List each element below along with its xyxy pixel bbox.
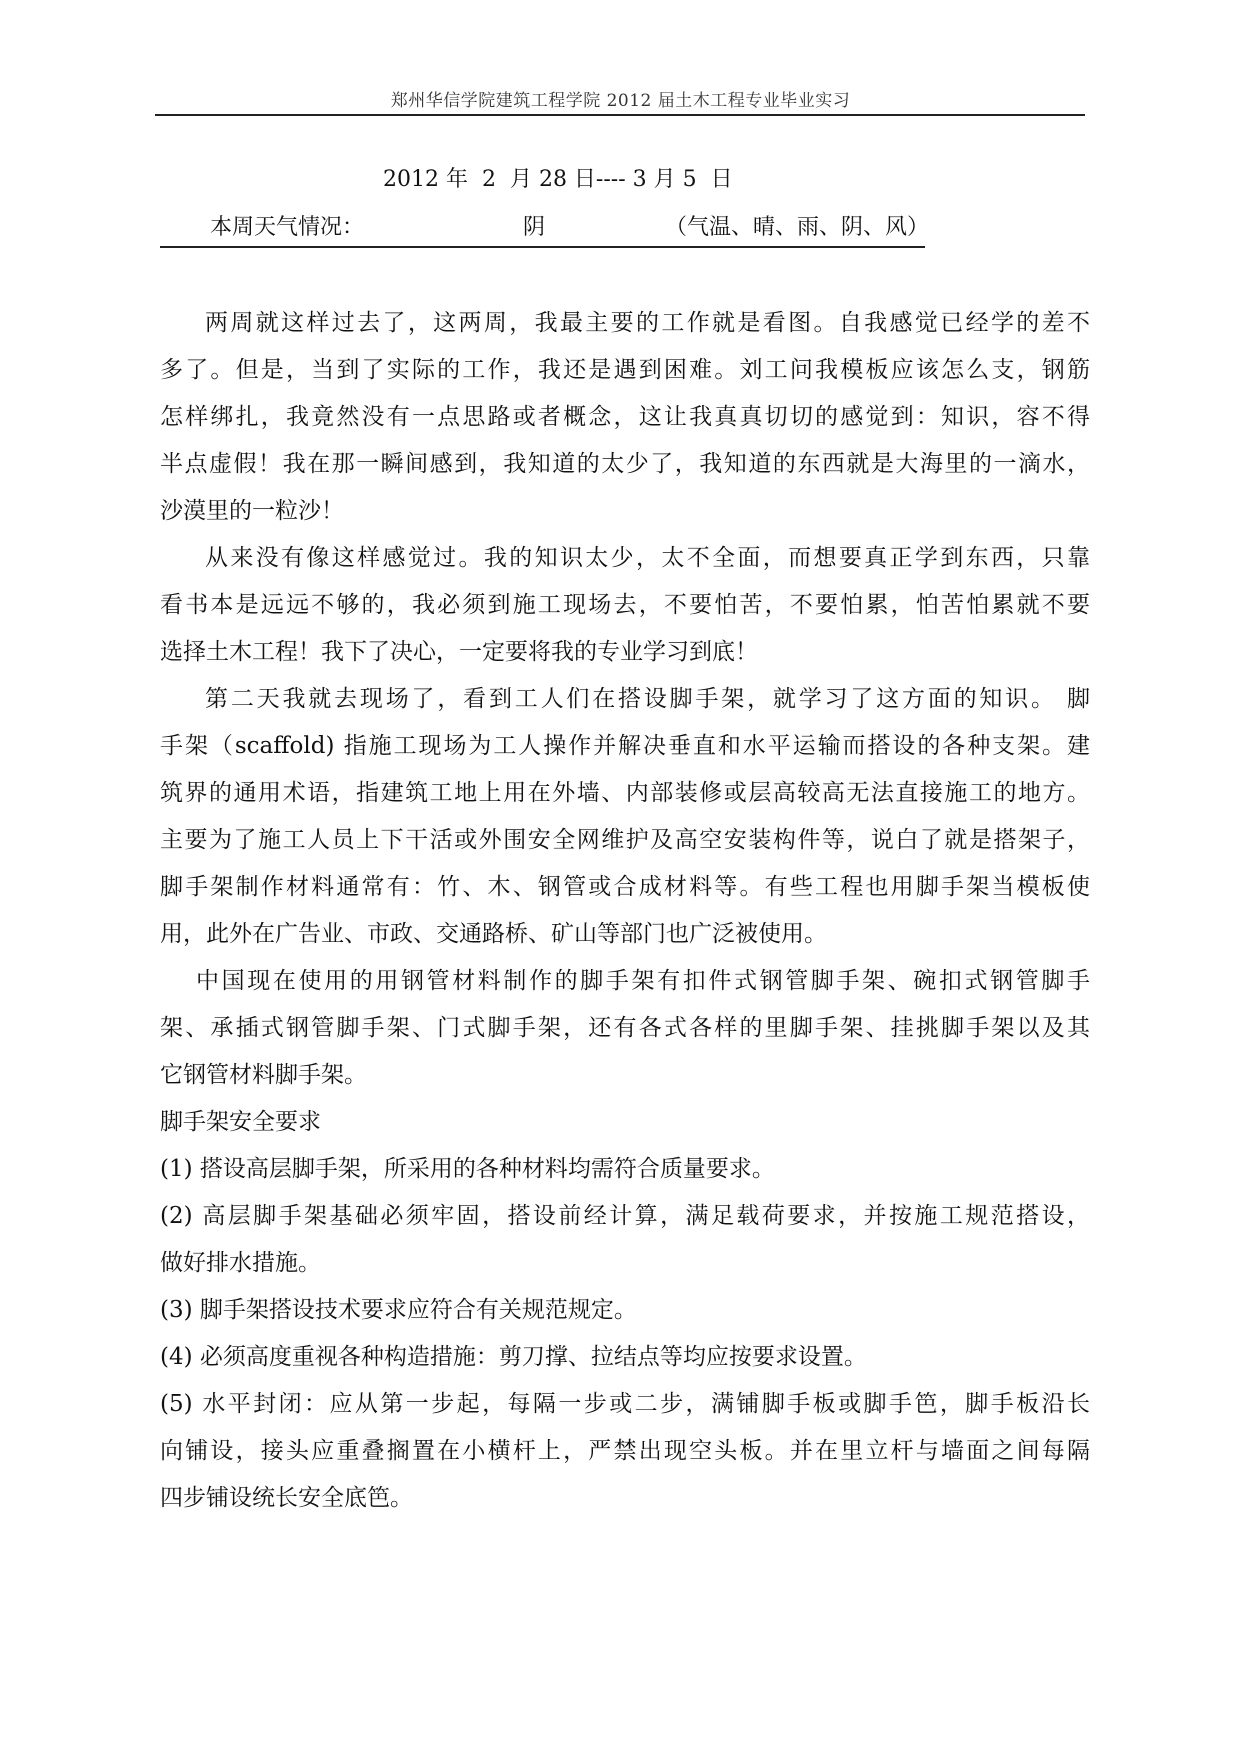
paragraph-3-line-5: 脚手架制作材料通常有：竹、木、钢管或合成材料等。有些工程也用脚手架当模板使 — [160, 874, 1090, 900]
safety-item-2-line-2: 做好排水措施。 — [160, 1250, 321, 1276]
weather-value: 阴 — [523, 215, 546, 240]
paragraph-3-line-4: 主要为了施工人员上下干活或外围安全网维护及高空安装构件等，说白了就是搭架子， — [160, 827, 1090, 853]
paragraph-1-line-3: 怎样绑扎，我竟然没有一点思路或者概念，这让我真真切切的感觉到：知识，容不得 — [160, 404, 1090, 430]
header-rule — [155, 114, 1085, 116]
safety-item-3: (3) 脚手架搭设技术要求应符合有关规范规定。 — [160, 1297, 637, 1323]
paragraph-1-line-2: 多了。但是，当到了实际的工作，我还是遇到困难。刘工问我模板应该怎么支，钢筋 — [160, 357, 1090, 383]
paragraph-2-line-1: 从来没有像这样感觉过。我的知识太少，太不全面，而想要真正学到东西，只靠 — [205, 545, 1090, 571]
weather-hint: （气温、晴、雨、阴、风） — [665, 215, 930, 240]
safety-heading: 脚手架安全要求 — [160, 1109, 321, 1135]
paragraph-1-line-4: 半点虚假！我在那一瞬间感到，我知道的太少了，我知道的东西就是大海里的一滴水， — [160, 451, 1090, 477]
paragraph-4-line-3: 它钢管材料脚手架。 — [160, 1062, 367, 1088]
safety-item-5-line-3: 四步铺设统长安全底笆。 — [160, 1485, 413, 1511]
safety-item-2-line-1: (2) 高层脚手架基础必须牢固，搭设前经计算，满足载荷要求，并按施工规范搭设， — [160, 1203, 1090, 1229]
safety-item-1: (1) 搭设高层脚手架，所采用的各种材料均需符合质量要求。 — [160, 1156, 775, 1182]
week-date-range: 2012 年 2 月 28 日---- 3 月 5 日 — [383, 167, 733, 192]
safety-item-5-line-1: (5) 水平封闭：应从第一步起，每隔一步或二步，满铺脚手板或脚手笆，脚手板沿长 — [160, 1391, 1090, 1417]
paragraph-4-line-2: 架、承插式钢管脚手架、门式脚手架，还有各式各样的里脚手架、挂挑脚手架以及其 — [160, 1015, 1090, 1041]
weather-row — [210, 210, 970, 240]
paragraph-3-line-6: 用，此外在广告业、市政、交通路桥、矿山等部门也广泛被使用。 — [160, 921, 827, 947]
paragraph-2-line-2: 看书本是远远不够的，我必须到施工现场去，不要怕苦，不要怕累，怕苦怕累就不要 — [160, 592, 1090, 618]
weather-label: 本周天气情况： — [210, 215, 365, 240]
paragraph-1-line-5: 沙漠里的一粒沙！ — [160, 498, 344, 524]
safety-item-5-line-2: 向铺设，接头应重叠搁置在小横杆上，严禁出现空头板。并在里立杆与墙面之间每隔 — [160, 1438, 1090, 1464]
paragraph-2-line-3: 选择土木工程！我下了决心，一定要将我的专业学习到底！ — [160, 639, 758, 665]
paragraph-4-line-1: 中国现在使用的用钢管材料制作的脚手架有扣件式钢管脚手架、碗扣式钢管脚手 — [196, 968, 1090, 994]
journal-body — [160, 300, 1090, 1522]
page-header-title: 郑州华信学院建筑工程学院 2012 届土木工程专业毕业实习 — [390, 91, 851, 111]
paragraph-3-line-1: 第二天我就去现场了，看到工人们在搭设脚手架，就学习了这方面的知识。 脚 — [205, 686, 1090, 712]
weather-rule — [160, 246, 925, 248]
paragraph-1-line-1: 两周就这样过去了，这两周，我最主要的工作就是看图。自我感觉已经学的差不 — [205, 310, 1090, 336]
safety-item-4: (4) 必须高度重视各种构造措施：剪刀撑、拉结点等均应按要求设置。 — [160, 1344, 867, 1370]
paragraph-3-line-3: 筑界的通用术语，指建筑工地上用在外墙、内部装修或层高较高无法直接施工的地方。 — [160, 780, 1090, 806]
paragraph-3-line-2: 手架（scaffold) 指施工现场为工人操作并解决垂直和水平运输而搭设的各种支架。建 — [160, 733, 1090, 759]
